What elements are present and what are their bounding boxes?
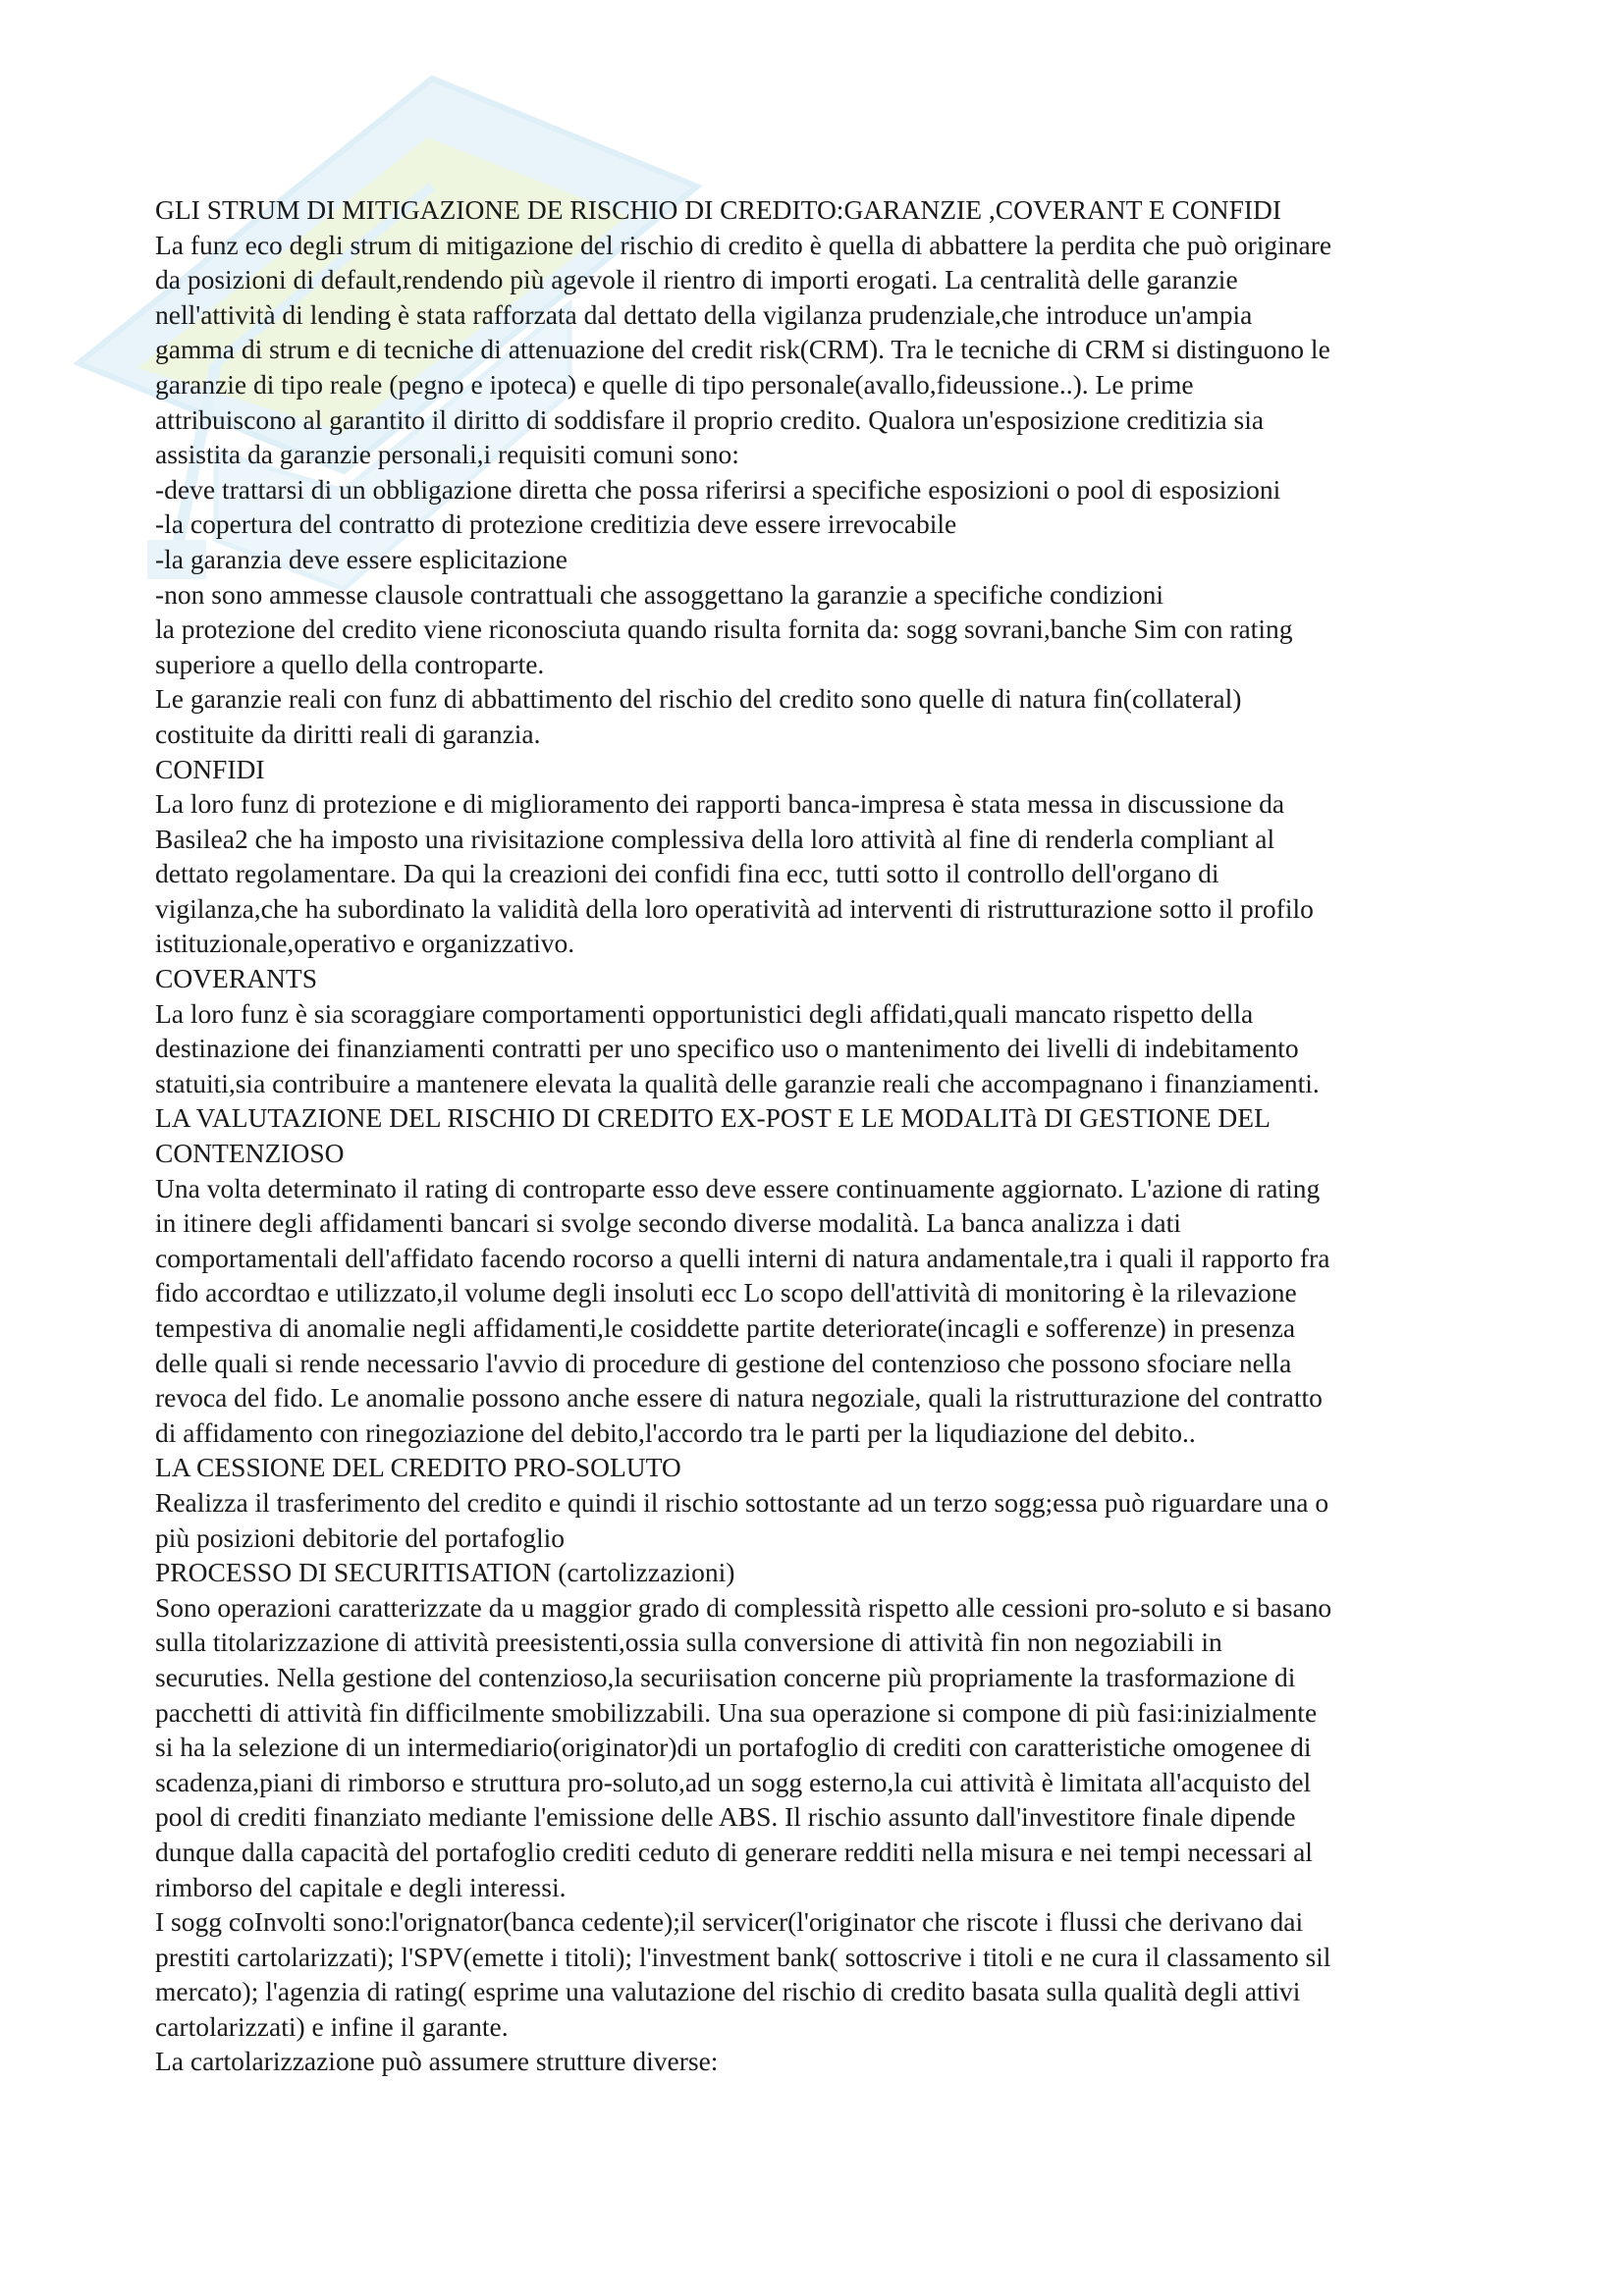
text-line: CONFIDI: [155, 753, 265, 784]
document-text: [155, 192, 1471, 2079]
text-line: GLI STRUM DI MITIGAZIONE DE RISCHIO DI CREDITO:GARANZIE ,COVERANT E CONFIDI: [155, 194, 1282, 225]
text-line: delle quali si rende necessario l'avvio di procedure di gestione del contenzioso che possono sfociare nella: [155, 1347, 1292, 1378]
text-line: comportamentali dell'affidato facendo rocorso a quelli interni di natura andamentale,tra i quali il rapporto fra: [155, 1242, 1330, 1273]
text-line: si ha la selezione di un intermediario(originator)di un portafoglio di crediti con caratteristiche omogenee di: [155, 1732, 1312, 1763]
text-line: da posizioni di default,rendendo più agevole il rientro di importi erogati. La centralità delle garanzie: [155, 264, 1238, 295]
text-line: pacchetti di attività fin difficilmente smobilizzabili. Una sua operazione si compone di più fasi:inizialmente: [155, 1696, 1318, 1728]
text-line: dettato regolamentare. Da qui la creazioni dei confidi fina ecc, tutti sotto il controllo dell'organo di: [155, 858, 1219, 889]
text-line: I sogg coInvolti sono:l'orignator(banca cedente);il servicer(l'originator che riscote i flussi che derivano dai: [155, 1906, 1304, 1938]
text-line: gamma di strum e di tecniche di attenuazione del credit risk(CRM). Tra le tecniche di CRM si distinguono le: [155, 334, 1330, 365]
text-line: scadenza,piani di rimborso e struttura pro-soluto,ad un sogg esterno,la cui attività è limitata all'acquisto del: [155, 1766, 1312, 1797]
text-line: fido accordtao e utilizzato,il volume degli insoluti ecc Lo scopo dell'attività di monitoring è la rilevazione: [155, 1277, 1297, 1308]
text-line: COVERANTS: [155, 963, 318, 994]
text-line: rimborso del capitale e degli interessi.: [155, 1871, 567, 1902]
text-line: -la garanzia deve essere esplicitazione: [155, 543, 568, 574]
text-line: Basilea2 che ha imposto una rivisitazione complessiva della loro attività al fine di renderla compliant al: [155, 823, 1275, 854]
text-line: nell'attività di lending è stata rafforzata dal dettato della vigilanza prudenziale,che introduce un'ampia: [155, 298, 1253, 330]
text-line: LA VALUTAZIONE DEL RISCHIO DI CREDITO EX-POST E LE MODALITà DI GESTIONE DEL: [155, 1102, 1271, 1134]
text-line: -la copertura del contratto di protezione creditizia deve essere irrevocabile: [155, 508, 957, 540]
text-line: pool di crediti finanziato mediante l'emissione delle ABS. Il rischio assunto dall'investitore finale dipende: [155, 1801, 1296, 1833]
text-line: attribuiscono al garantito il diritto di soddisfare il proprio credito. Qualora un'esposizione creditizia sia: [155, 403, 1265, 435]
text-line: Le garanzie reali con funz di abbattimento del rischio del credito sono quelle di natura fin(collateral): [155, 683, 1242, 715]
text-line: -deve trattarsi di un obbligazione diretta che possa riferirsi a specifiche esposizioni o pool di esposizioni: [155, 473, 1281, 505]
text-line: Una volta determinato il rating di controparte esso deve essere continuamente aggiornato. L'azione di rating: [155, 1172, 1321, 1203]
text-line: sulla titolarizzazione di attività preesistenti,ossia sulla conversione di attività fin non negoziabili in: [155, 1627, 1222, 1658]
text-line: cartolarizzati) e infine il garante.: [155, 2010, 509, 2042]
text-line: garanzie di tipo reale (pegno e ipoteca) e quelle di tipo personale(avallo,fideussione..). Le prime: [155, 368, 1194, 400]
text-line: costituite da diritti reali di garanzia.: [155, 718, 541, 749]
text-line: La loro funz di protezione e di miglioramento dei rapporti banca-impresa è stata messa in discussione da: [155, 788, 1285, 820]
text-line: -non sono ammesse clausole contrattuali che assoggettano la garanzie a specifiche condizioni: [155, 578, 1164, 610]
text-line: revoca del fido. Le anomalie possono anche essere di natura negoziale, quali la ristrutturazione del contratto: [155, 1382, 1323, 1414]
text-line: istituzionale,operativo e organizzativo.: [155, 928, 575, 959]
text-line: in itinere degli affidamenti bancari si svolge secondo diverse modalità. La banca analizza i dati: [155, 1207, 1181, 1239]
text-line: la protezione del credito viene riconosciuta quando risulta fornita da: sogg sovrani,banche Sim con rating: [155, 614, 1293, 645]
text-line: La cartolarizzazione può assumere strutture diverse:: [155, 2046, 719, 2077]
text-line: La loro funz è sia scoraggiare comportamenti opportunistici degli affidati,quali mancato rispetto della: [155, 997, 1254, 1029]
text-line: superiore a quello della controparte.: [155, 648, 545, 679]
text-line: prestiti cartolarizzati); l'SPV(emette i titoli); l'investment bank( sottoscrive i titoli e ne cura il classamento sil: [155, 1941, 1331, 1972]
text-line: di affidamento con rinegoziazione del debito,l'accordo tra le parti per la liqudiazione del debito..: [155, 1416, 1196, 1448]
text-line: LA CESSIONE DEL CREDITO PRO-SOLUTO: [155, 1452, 681, 1483]
text-line: destinazione dei finanziamenti contratti per uno specifico uso o mantenimento dei livelli di indebitamento: [155, 1033, 1299, 1064]
text-line: tempestiva di anomalie negli affidamenti,le cosiddette partite deteriorate(incagli e sofferenze) in presenza: [155, 1312, 1296, 1343]
text-line: PROCESSO DI SECURITISATION (cartolizzazioni): [155, 1557, 735, 1588]
text-line: assistita da garanzie personali,i requisiti comuni sono:: [155, 439, 739, 470]
text-line: statuiti,sia contribuire a mantenere elevata la qualità delle garanzie reali che accompagnano i finanziamenti.: [155, 1067, 1320, 1098]
text-line: Realizza il trasferimento del credito e quindi il rischio sottostante ad un terzo sogg;essa può riguardare una o: [155, 1486, 1329, 1518]
text-line: La funz eco degli strum di mitigazione del rischio di credito è quella di abbattere la perdita che può originare: [155, 229, 1332, 260]
text-line: dunque dalla capacità del portafoglio crediti ceduto di generare redditi nella misura e nei tempi necessari al: [155, 1836, 1313, 1867]
text-line: mercato); l'agenzia di rating( esprime una valutazione del rischio di credito basata sulla qualità degli attivi: [155, 1976, 1301, 2007]
text-line: CONTENZIOSO: [155, 1138, 345, 1169]
text-line: securuties. Nella gestione del contenzioso,la securiisation concerne più propriamente la trasformazione di: [155, 1661, 1296, 1692]
text-line: più posizioni debitorie del portafoglio: [155, 1522, 565, 1553]
text-line: Sono operazioni caratterizzate da u maggior grado di complessità rispetto alle cessioni pro-soluto e si basano: [155, 1591, 1332, 1623]
text-line: vigilanza,che ha subordinato la validità della loro operatività ad interventi di ristrutturazione sotto il profilo: [155, 892, 1314, 924]
